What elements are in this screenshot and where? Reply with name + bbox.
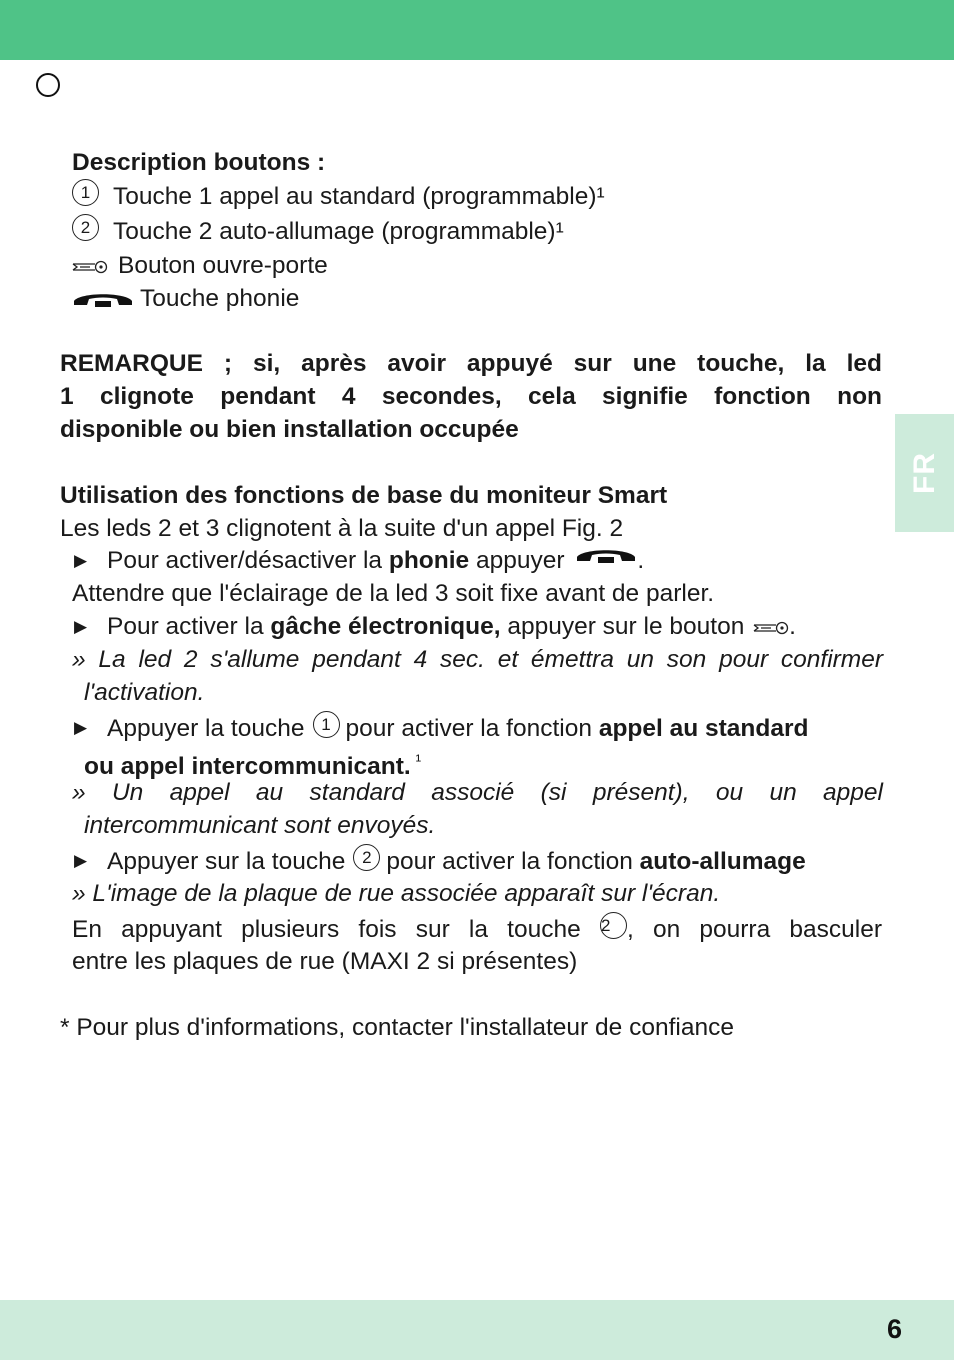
bullet-standard-line-2: ou appel intercommunicant. $^{^1}$ — [84, 751, 422, 780]
language-tab — [895, 414, 954, 532]
footer-band — [0, 1300, 954, 1360]
number-1-icon: 1 — [313, 711, 340, 738]
button-item-phone: Touche phonie — [72, 282, 299, 315]
bullet-auto-allumage: Appuyer sur la touche 2 pour activer la fonction auto-allumage — [107, 844, 806, 878]
bullet-triangle-icon: ▶ — [74, 851, 88, 870]
bullet-gache: Pour activer la gâche électronique, appuyer sur le bouton . — [107, 613, 796, 640]
footnote: * Pour plus d'informations, contacter l'installateur de confiance — [60, 1014, 734, 1041]
buttons-title: Description boutons : — [72, 149, 326, 176]
bullet-phonie: Pour activer/désactiver la phonie appuyer . — [107, 547, 645, 574]
page-number: 6 — [886, 1314, 902, 1344]
button-item-2: 2 Touche 2 auto-allumage (programmable)¹ — [72, 214, 564, 248]
phonie-follow-text: Attendre que l'éclairage de la led 3 soit fixe avant de parler. — [72, 580, 715, 607]
registration-circle-icon — [36, 73, 60, 97]
number-1-icon: 1 — [72, 179, 99, 206]
button-item-door: Bouton ouvre-porte — [72, 249, 328, 282]
remark-line-2: 1 clignote pendant 4 secondes, cela signifie fonction non — [60, 383, 882, 410]
phone-handset-icon — [575, 546, 637, 566]
bullet-standard: Appuyer la touche 1 pour activer la fonction appel au standard — [107, 711, 808, 745]
bullet-triangle-icon: ▶ — [74, 551, 88, 570]
usage-title: Utilisation des fonctions de base du moniteur Smart — [60, 482, 668, 509]
usage-intro: Les leds 2 et 3 clignotent à la suite d'un appel Fig. 2 — [60, 515, 624, 542]
number-2-icon: 2 — [353, 844, 380, 871]
plaques-line-2: entre les plaques de rue (MAXI 2 si présentes) — [72, 948, 578, 975]
note-gache-line-2: l'activation. — [84, 679, 205, 706]
key-icon — [753, 621, 789, 635]
number-2-icon: 2 — [600, 912, 627, 939]
bullet-triangle-icon: ▶ — [74, 718, 88, 737]
note-gache-line-1: » La led 2 s'allume pendant 4 sec. et émettra un son pour confirmer — [72, 646, 883, 673]
number-2-icon: 2 — [72, 214, 99, 241]
note-standard-line-2: intercommunicant sont envoyés. — [84, 812, 436, 839]
remark-line-3: disponible ou bien installation occupée — [60, 416, 519, 443]
header-band — [0, 0, 954, 60]
bullet-triangle-icon: ▶ — [74, 617, 88, 636]
phone-handset-icon — [72, 290, 134, 310]
remark-line-1: REMARQUE ; si, après avoir appuyé sur une touche, la led — [60, 350, 882, 377]
note-standard-line-1: » Un appel au standard associé (si présent), ou un appel — [72, 779, 883, 806]
key-icon — [72, 260, 108, 274]
language-tab-label: FR — [907, 452, 941, 494]
button-item-1: 1 Touche 1 appel au standard (programmable)¹ — [72, 179, 605, 213]
plaques-line-1: En appuyant plusieurs fois sur la touche 2 , on pourra basculer — [72, 912, 882, 946]
note-auto-allumage: » L'image de la plaque de rue associée apparaît sur l'écran. — [72, 880, 721, 907]
